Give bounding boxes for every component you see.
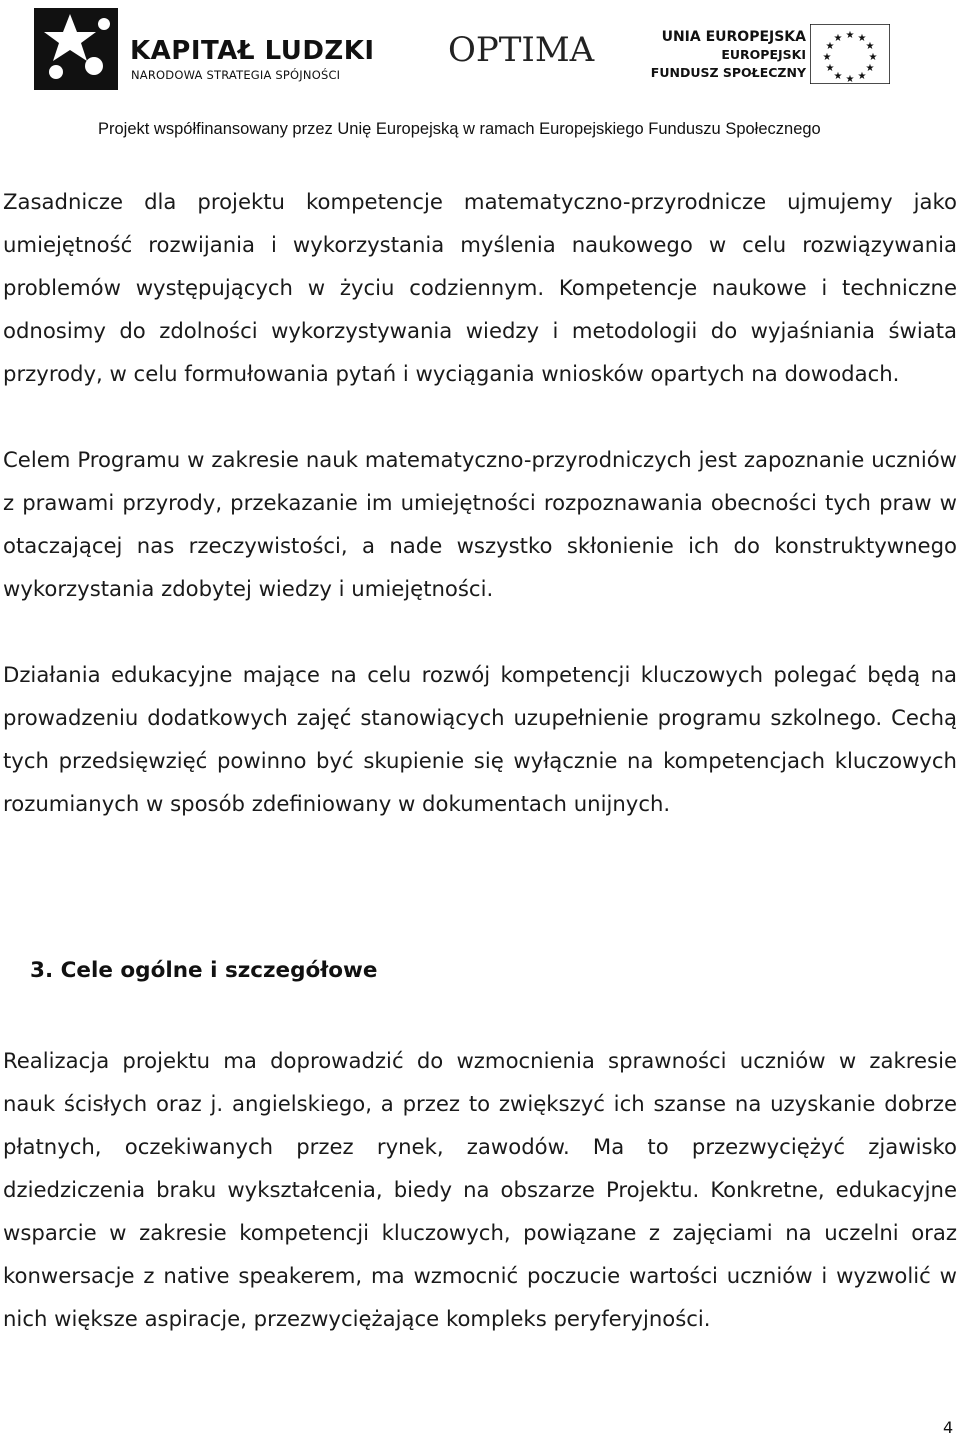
svg-text:★: ★ xyxy=(868,52,878,63)
svg-text:★: ★ xyxy=(825,41,835,52)
page-header xyxy=(0,0,960,150)
eu-line-2: EUROPEJSKI xyxy=(721,47,806,62)
eu-logo-text xyxy=(651,28,806,82)
paragraph-2: Celem Programu w zakresie nauk matematyczno-przyrodniczych jest zapoznanie uczniów z prawami przyrody, przekazanie im umiejętności rozpoznawania obecności tych praw w otaczającej nas rzeczywistości, a nade wszystko skłonienie ich do konstruktywnego wykorzystania zdobytej wiedzy i umiejętności. xyxy=(3,447,957,601)
paragraph-4: Realizacja projektu ma doprowadzić do wzmocnienia sprawności uczniów w zakresie nauk ścisłych oraz j. angielskiego, a przez to zwiększyć ich szanse na uzyskanie dobrze płatnych, oczekiwanych przez rynek, zawodów. Ma to przezwyciężyć zjawisko dziedziczenia braku wykształcenia, biedy na obszarze Projektu. Konkretne, edukacyjne wsparcie w zakresie kompetencji kluczowych, powiązane z zajęciami na uczelni oraz konwersacje z native speakerem, ma wzmocnić poczucie wartości uczniów i wyzwolić w nich większe aspiracje, przezwyciężające kompleks peryferyjności. xyxy=(3,1048,957,1331)
svg-text:★: ★ xyxy=(825,63,835,74)
paragraph-1: Zasadnicze dla projektu kompetencje matematyczno-przyrodnicze ujmujemy jako umiejętność rozwijania i wykorzystania myślenia naukowego w celu rozwiązywania problemów występujących w życiu codziennym. Kompetencje naukowe i techniczne odnosimy do zdolności wykorzystywania wiedzy i metodologii do wyjaśniania świata przyrody, w celu formułowania pytań i wyciągania wniosków opartych na dowodach. xyxy=(3,189,957,386)
page-number: 4 xyxy=(943,1418,954,1437)
svg-text:★: ★ xyxy=(845,74,855,84)
paragraph-3: Działania edukacyjne mające na celu rozwój kompetencji kluczowych polegać będą na prowadzeniu dodatkowych zajęć stanowiących uzupełnienie programu szkolnego. Cechą tych przedsięwzięć powinno być skupienie się wyłącznie na kompetencjach kluczowych rozumianych w sposób zdefiniowany w dokumentach unijnych. xyxy=(3,662,957,816)
svg-text:★: ★ xyxy=(857,71,867,82)
eu-line-3: FUNDUSZ SPOŁECZNY xyxy=(650,65,806,80)
svg-text:★: ★ xyxy=(865,41,875,52)
kapital-ludzki-subtitle: NARODOWA STRATEGIA SPÓJNOŚCI xyxy=(131,68,341,82)
svg-text:★: ★ xyxy=(845,30,855,41)
svg-text:★: ★ xyxy=(833,71,843,82)
eu-stars-flag-icon xyxy=(810,24,890,84)
optima-logo: OPTIMA xyxy=(448,30,595,70)
svg-text:★: ★ xyxy=(857,33,867,44)
section-heading: 3. Cele ogólne i szczegółowe xyxy=(30,958,378,983)
svg-text:★: ★ xyxy=(865,63,875,74)
eu-line-1: UNIA EUROPEJSKA xyxy=(661,29,806,45)
cofinancing-statement: Projekt współfinansowany przez Unię Europejską w ramach Europejskiego Funduszu Społecznego xyxy=(98,120,821,138)
eu-logo xyxy=(650,20,948,90)
svg-text:★: ★ xyxy=(833,33,843,44)
kapital-ludzki-star-icon xyxy=(30,4,122,94)
kapital-ludzki-logo xyxy=(30,4,375,94)
kapital-ludzki-title: KAPITAŁ LUDZKI xyxy=(130,36,375,66)
svg-text:★: ★ xyxy=(822,52,832,63)
